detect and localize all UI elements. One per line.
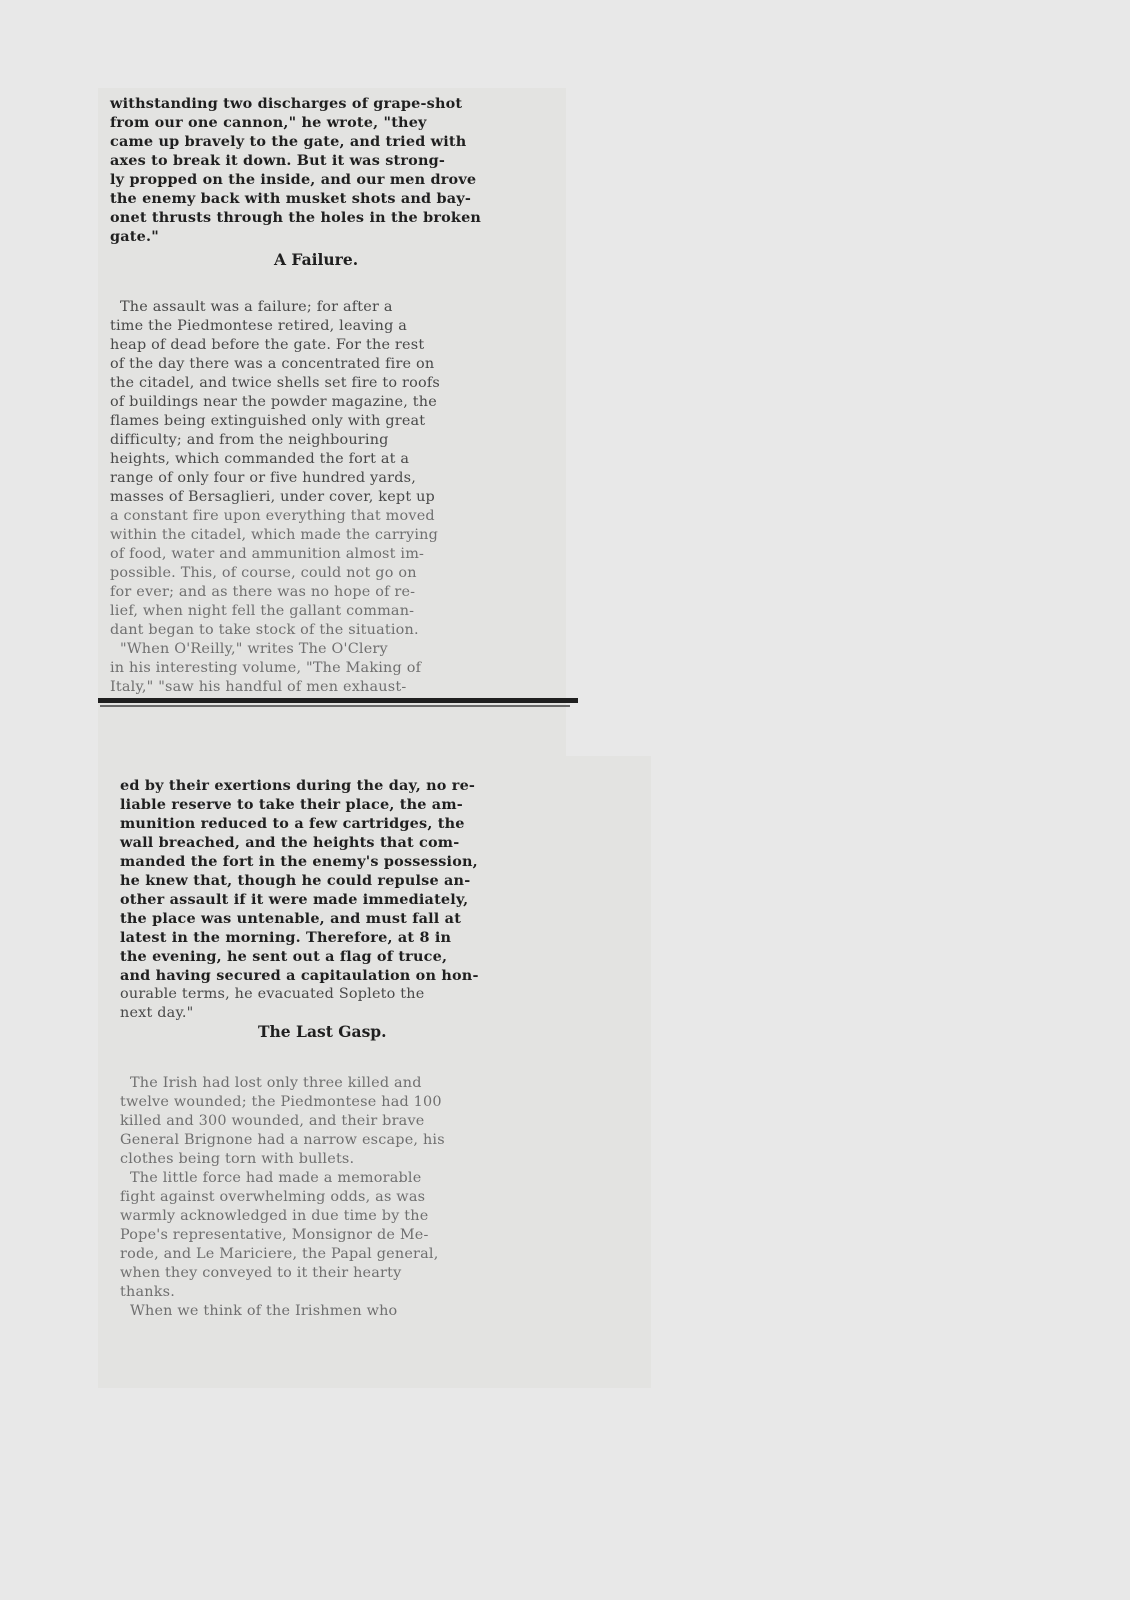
text-line: liable reserve to take their place, the am-	[120, 796, 463, 813]
column-divider-shadow	[100, 705, 570, 707]
text-line: of food, water and ammunition almost im-	[110, 546, 425, 562]
section-heading: The Last Gasp.	[258, 1022, 387, 1041]
text-line: of buildings near the powder magazine, the	[110, 394, 437, 410]
text-line: within the citadel, which made the carrying	[110, 527, 439, 543]
text-line: latest in the morning. Therefore, at 8 in	[120, 929, 452, 946]
text-line: range of only four or five hundred yards,	[110, 470, 416, 486]
text-line: axes to break it down. But it was strong-	[110, 152, 446, 169]
text-line: gate."	[110, 228, 159, 245]
text-line: The little force had made a memorable	[130, 1170, 422, 1186]
text-line: came up bravely to the gate, and tried with	[110, 133, 467, 150]
text-line: onet thrusts through the holes in the broken	[110, 209, 482, 226]
text-line: the place was untenable, and must fall at	[120, 910, 462, 927]
text-line: When we think of the Irishmen who	[130, 1303, 398, 1319]
text-line: for ever; and as there was no hope of re-	[110, 584, 416, 600]
text-line: ly propped on the inside, and our men drove	[110, 171, 477, 188]
text-line: General Brignone had a narrow escape, his	[120, 1132, 445, 1148]
text-line: manded the fort in the enemy's possession,	[120, 853, 478, 870]
text-line: wall breached, and the heights that com-	[120, 834, 460, 851]
clipping-lower-column	[98, 756, 651, 1388]
text-line: next day."	[120, 1005, 194, 1021]
text-line: masses of Bersaglieri, under cover, kept up	[110, 489, 435, 505]
text-line: killed and 300 wounded, and their brave	[120, 1113, 425, 1129]
text-line: flames being extinguished only with great	[110, 413, 426, 429]
text-line: difficulty; and from the neighbouring	[110, 432, 389, 448]
text-line: a constant fire upon everything that moved	[110, 508, 435, 524]
text-line: rode, and Le Mariciere, the Papal general,	[120, 1246, 439, 1262]
text-line: possible. This, of course, could not go on	[110, 565, 417, 581]
text-line: The Irish had lost only three killed and	[130, 1075, 422, 1091]
text-line: withstanding two discharges of grape-shot	[110, 95, 463, 112]
text-line: heights, which commanded the fort at a	[110, 451, 410, 467]
text-line: he knew that, though he could repulse an-	[120, 872, 471, 889]
text-line: from our one cannon," he wrote, "they	[110, 114, 427, 131]
text-line: of the day there was a concentrated fire on	[110, 356, 435, 372]
text-line: Italy," "saw his handful of men exhaust-	[110, 679, 407, 695]
text-line: when they conveyed to it their hearty	[120, 1265, 402, 1281]
text-line: dant began to take stock of the situation.	[110, 622, 419, 638]
text-line: time the Piedmontese retired, leaving a	[110, 318, 408, 334]
text-line: heap of dead before the gate. For the rest	[110, 337, 425, 353]
text-line: twelve wounded; the Piedmontese had 100	[120, 1094, 442, 1110]
text-line: munition reduced to a few cartridges, the	[120, 815, 465, 832]
text-line: the citadel, and twice shells set fire to roofs	[110, 375, 440, 391]
column-divider	[98, 698, 578, 703]
text-line: The assault was a failure; for after a	[120, 299, 393, 315]
text-line: warmly acknowledged in due time by the	[120, 1208, 429, 1224]
text-line: other assault if it were made immediately,	[120, 891, 469, 908]
text-line: the enemy back with musket shots and bay-	[110, 190, 472, 207]
section-heading: A Failure.	[274, 250, 359, 269]
text-line: and having secured a capitaulation on hon-	[120, 967, 479, 984]
text-line: "When O'Reilly," writes The O'Clery	[120, 641, 388, 657]
text-line: ed by their exertions during the day, no re-	[120, 777, 476, 794]
text-line: Pope's representative, Monsignor de Me-	[120, 1227, 429, 1243]
text-line: fight against overwhelming odds, as was	[120, 1189, 426, 1205]
clipping-upper-column	[98, 88, 566, 756]
text-line: in his interesting volume, "The Making of	[110, 660, 422, 676]
text-line: ourable terms, he evacuated Sopleto the	[120, 986, 425, 1002]
text-line: clothes being torn with bullets.	[120, 1151, 355, 1167]
text-line: the evening, he sent out a flag of truce,	[120, 948, 448, 965]
text-line: thanks.	[120, 1284, 175, 1300]
text-line: lief, when night fell the gallant comman-	[110, 603, 415, 619]
